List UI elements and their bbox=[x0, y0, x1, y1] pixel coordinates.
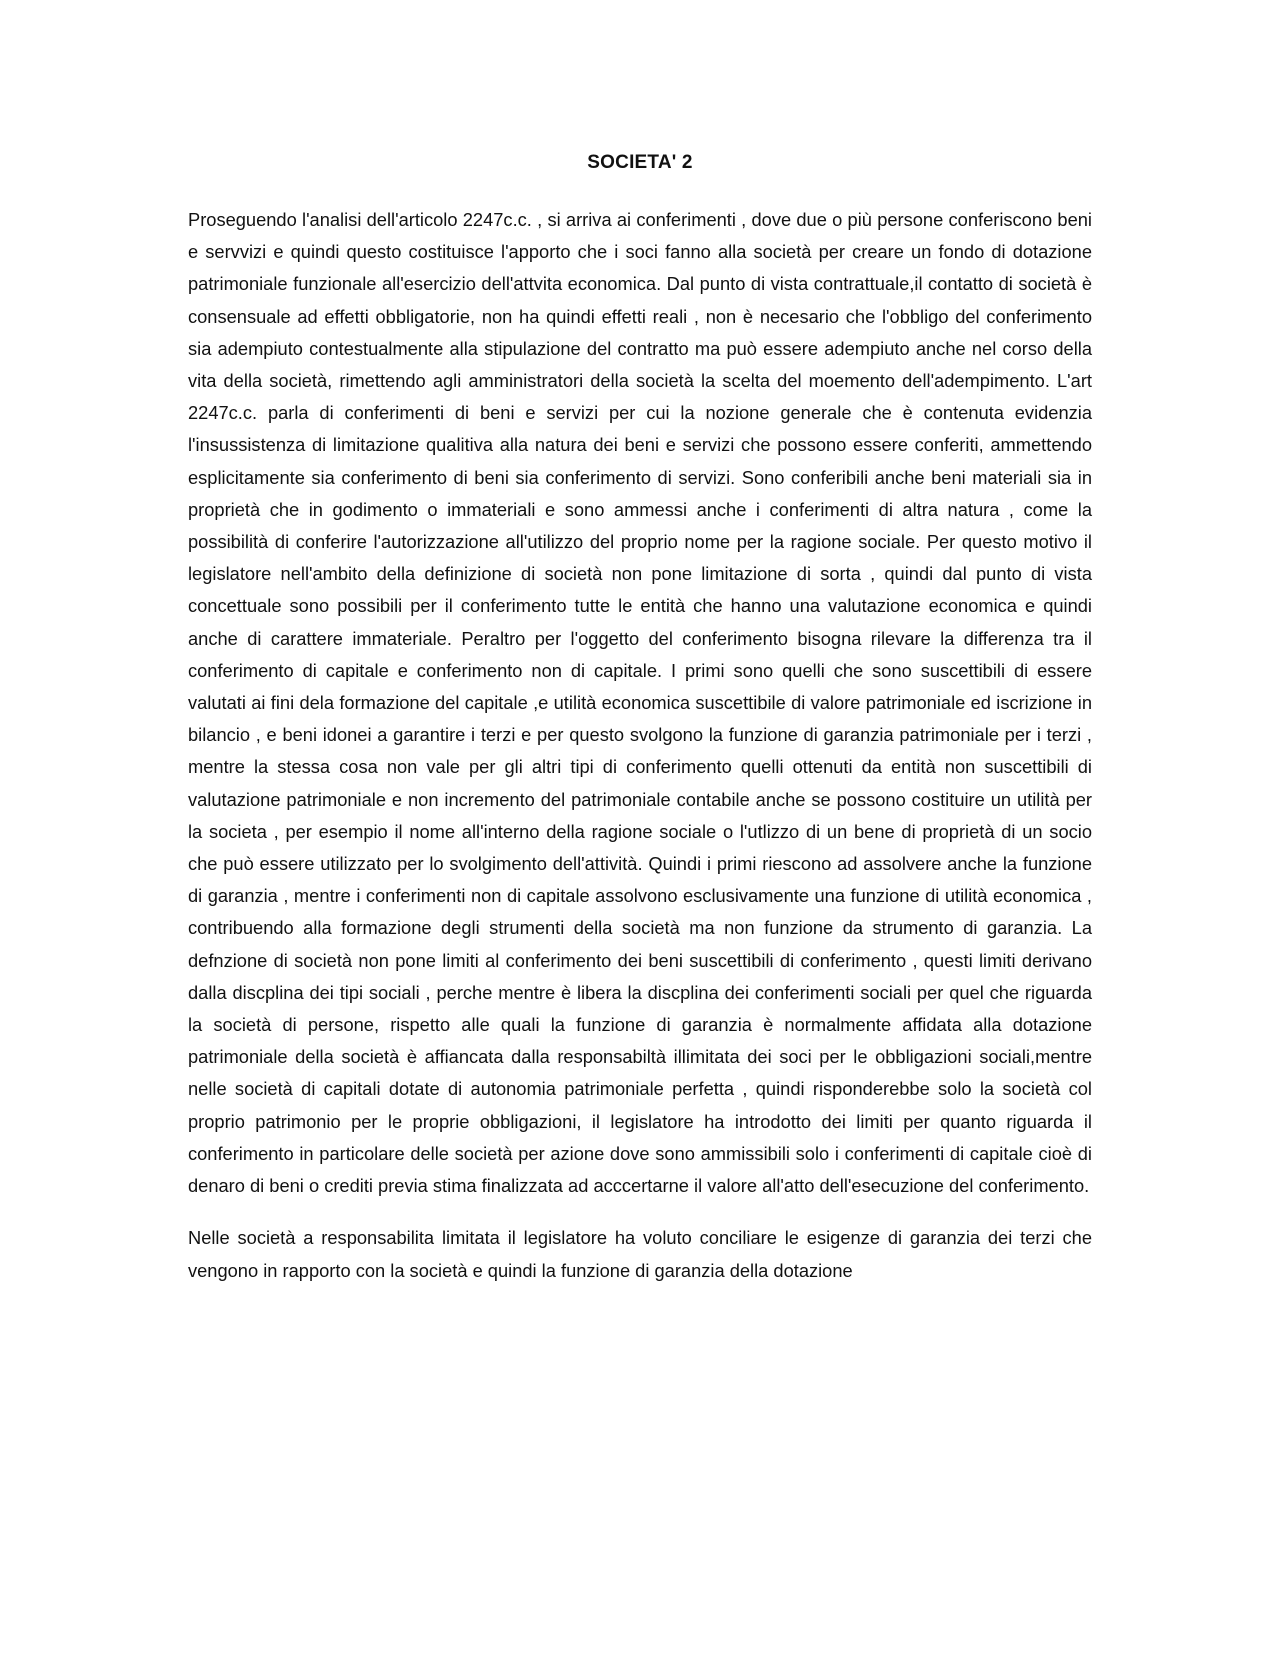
paragraph-2: Nelle società a responsabilita limitata il legislatore ha voluto conciliare le esigenze di garanzia dei terzi che vengono in rapporto con la società e quindi la funzione di garanzia della dotazione bbox=[188, 1227, 1092, 1281]
paragraph-1: Proseguendo l'analisi dell'articolo 2247c.c. , si arriva ai conferimenti , dove due o più persone conferiscono beni e servvizi e quindi questo costituisce l'apporto che i soci fanno alla società per creare un fondo di dotazione patrimoniale funzionale all'esercizio dell'attvita economica. Dal punto di vista contrattuale,il contatto di società è consensuale ad effetti obbligatorie, non ha quindi effetti reali , non è necesario che l'obbligo del conferimento sia adempiuto contestualmente alla stipulazione del contratto ma può essere adempiuto anche nel corso della vita della società, rimettendo agli amministratori della società la scelta del moemento dell'adempimento. L'art 2247c.c. parla di conferimenti di beni e servizi per cui la nozione generale che è contenuta evidenzia l'insussistenza di limitazione qualitiva alla natura dei beni e servizi che possono essere conferiti, ammettendo esplicitamente sia conferimento di beni sia conferimento di servizi. Sono conferibili anche beni materiali sia in proprietà che in godimento o immateriali e sono ammessi anche i conferimenti di altra natura , come la possibilità di conferire l'autorizzazione all'utilizzo del proprio nome per la ragione sociale. Per questo motivo il legislatore nell'ambito della definizione di società non pone limitazione di sorta , quindi dal punto di vista concettuale sono possibili per il conferimento tutte le entità che hanno una valutazione economica e quindi anche di carattere immateriale. Peraltro per l'oggetto del conferimento bisogna rilevare la differenza tra il conferimento di capitale e conferimento non di capitale. I primi sono quelli che sono suscettibili di essere valutati ai fini dela formazione del capitale ,e utilità economica suscettibile di valore patrimoniale ed iscrizione in bilancio , e beni idonei a garantire i terzi e per questo svolgono la funzione di garanzia patrimoniale per i terzi , mentre la stessa cosa non vale per gli altri tipi di conferimento quelli ottenuti da entità non suscettibili di valutazione patrimoniale e non incremento del patrimoniale contabile anche se possono costituire un utilità per la societa , per esempio il nome all'interno della ragione sociale o l'utlizzo di un bene di proprietà di un socio che può essere utilizzato per lo svolgimento dell'attività. Quindi i primi riescono ad assolvere anche la funzione di garanzia , mentre i conferimenti non di capitale assolvono esclusivamente una funzione di utilità economica , contribuendo alla formazione degli strumenti della società ma non funzione da strumento di garanzia. La defnzione di società non pone limiti al conferimento dei beni suscettibili di conferimento , questi limiti derivano dalla discplina dei tipi sociali , perche mentre è libera la discplina dei conferimenti sociali per quel che riguarda la società di persone, rispetto alle quali la funzione di garanzia è normalmente affidata alla dotazione patrimoniale della società è affiancata dalla responsabiltà illimitata dei soci per le obbligazioni sociali,mentre nelle società di capitali dotate di autonomia patrimoniale perfetta , quindi risponderebbe solo la società col proprio patrimonio per le proprie obbligazioni, il legislatore ha introdotto dei limiti per quanto riguarda il conferimento in particolare delle società per azione dove sono ammissibili solo i conferimenti di capitale cioè di denaro di beni o crediti previa stima finalizzata ad acccertarne il valore all'atto dell'esecuzione del conferimento. bbox=[188, 209, 1092, 1197]
document-body bbox=[188, 204, 1092, 1307]
document-title: SOCIETA' 2 bbox=[587, 152, 693, 173]
